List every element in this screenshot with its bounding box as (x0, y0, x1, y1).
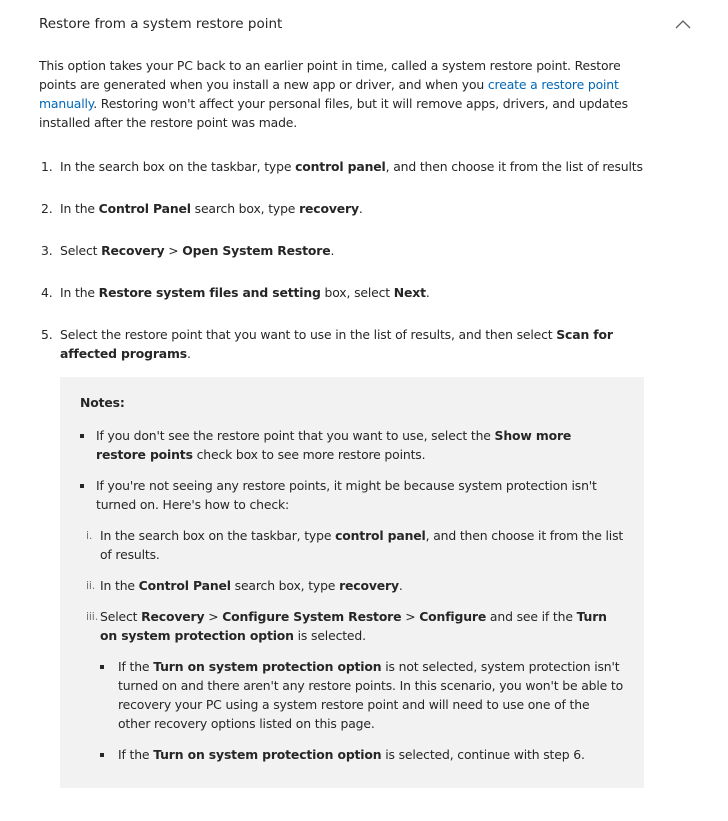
roman-item: i. In the search box on the taskbar, type control panel, and then choose it from the list of results. (86, 528, 624, 562)
sub-bullet: If the Turn on system protection option is not selected, system protection isn't turned on and there aren't any restore points. In this scenario, you won't be able to recovery your PC using a system restore point and will need to use one of the other recovery options listed on this page. (80, 657, 624, 733)
note-bullet: If you're not seeing any restore points, it might be because system protection isn't turned on. Here's how to check: (80, 476, 624, 514)
steps-list (39, 157, 644, 363)
section-title: Restore from a system restore point (39, 16, 283, 32)
step-item: 1. In the search box on the taskbar, type control panel, and then choose it from the list of results (41, 159, 643, 174)
notes-box (60, 377, 644, 788)
roman-item: iii. Select Recovery > Configure System Restore > Configure and see if the Turn on system protection option is selected. (86, 609, 607, 643)
sub-bullet: If the Turn on system protection option is selected, continue with step 6. (80, 745, 624, 764)
intro-paragraph: This option takes your PC back to an earlier point in time, called a system restore point. Restore points are generated when you install a new app or driver, and when you create a restore point manually. Restoring won't affect your personal files, but it will remove apps, drivers, and updates installed after the restore point was made. (39, 58, 628, 130)
chevron-up-icon[interactable] (674, 15, 692, 33)
step-item: 5. Select the restore point that you want to use in the list of results, and then select Scan for affected programs. (41, 327, 613, 361)
create-restore-point-link[interactable]: create a restore point manually (39, 77, 619, 111)
notes-title: Notes: (80, 395, 125, 410)
roman-item: ii. In the Control Panel search box, type recovery. (86, 578, 403, 593)
step-item: 4. In the Restore system files and setting box, select Next. (41, 285, 430, 300)
step-item: 3. Select Recovery > Open System Restore. (41, 243, 335, 258)
section-header[interactable] (39, 13, 708, 35)
step-item: 2. In the Control Panel search box, type recovery. (41, 201, 363, 216)
note-bullet: If you don't see the restore point that you want to use, select the Show more restore points check box to see more restore points. (80, 426, 624, 464)
section-content (39, 56, 644, 788)
